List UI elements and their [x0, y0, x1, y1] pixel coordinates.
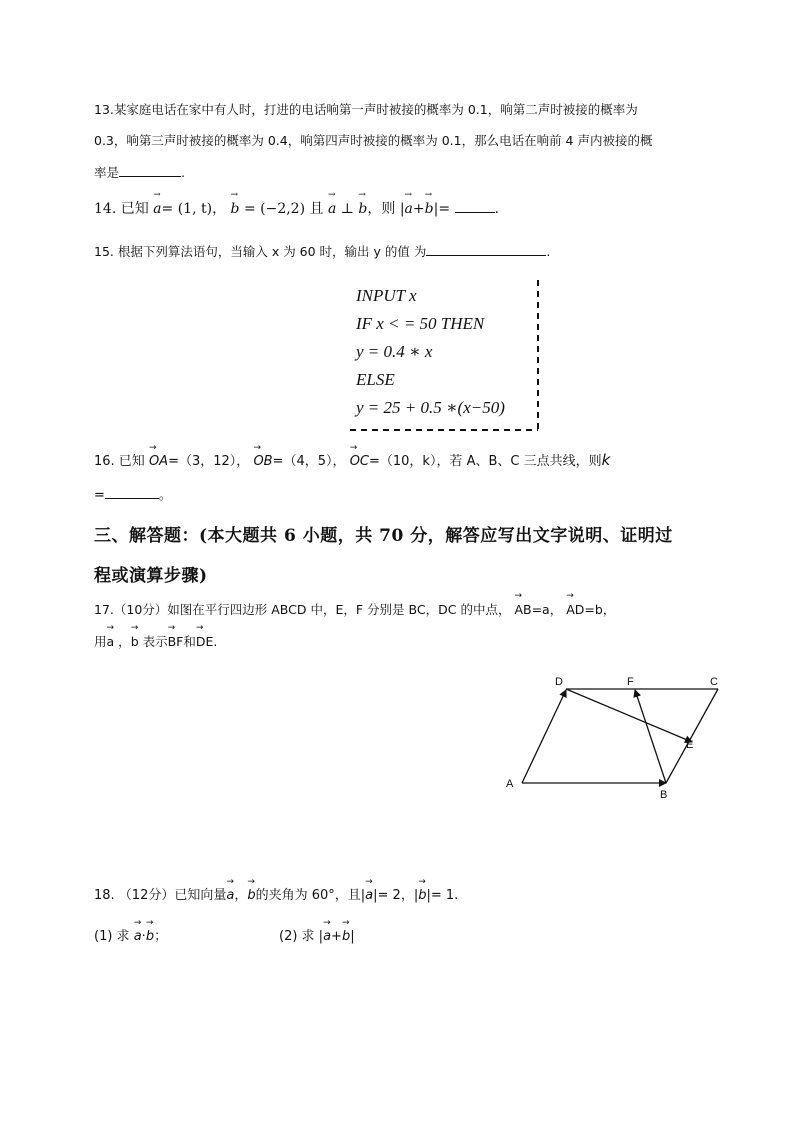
- q13-answer-blank: [119, 164, 181, 177]
- q14-b-eq: = (−2,2): [243, 201, 306, 217]
- q16-oa-val: =（3，12），: [168, 454, 250, 469]
- q13-line2: 0.3，响第三声时被接的概率为 0.4，响第四声时被接的概率为 0.1，那么电话在响前 4 声内被接的概: [94, 133, 653, 148]
- vector-ad: → AD: [566, 602, 584, 618]
- code-line-1: INPUT x: [356, 286, 417, 305]
- q13-line1: 13.某家庭电话在家中有人时，打进的电话响第一声时被接的概率为 0.1，响第二声时被接的概率为: [94, 102, 638, 117]
- vector-a-2: → a: [328, 201, 336, 217]
- code-line-2: IF x < = 50 THEN: [356, 314, 485, 333]
- q14-abs-open: |: [399, 201, 405, 217]
- segment-bf: [635, 690, 666, 783]
- q14-line: 14. 已知 → a= (1, t)， → b = (−2,2) 且 → a ⊥ → b，则 |→ a+→ b|= .: [94, 200, 499, 217]
- q17-dot: .: [213, 634, 218, 649]
- q14-abs-close: |=: [433, 201, 451, 217]
- q17-eq-b: =b，: [584, 602, 616, 617]
- q18-prefix: 18. （12分）已知向量: [94, 888, 227, 903]
- q13-line3-text: 率是: [94, 165, 120, 180]
- q14-perp: ⊥: [340, 201, 354, 217]
- section3-heading-line1: 三、解答题：(本大题共 6 小题，共 70 分，解答应写出文字说明、证明过: [94, 526, 673, 546]
- q18-part1: [94, 929, 167, 945]
- q14-a-eq: = (1, t): [161, 201, 213, 217]
- q16-period: 。: [158, 488, 172, 503]
- q17-and: 和: [183, 634, 196, 649]
- q14-and: 且: [309, 201, 324, 217]
- q17-express: 表示: [138, 634, 168, 649]
- label-d: D: [555, 676, 563, 688]
- vector-a-q17: → a: [107, 634, 115, 650]
- vector-b-3: → b: [425, 201, 434, 217]
- vector-a: → a: [153, 201, 161, 217]
- vector-a-q18: → a: [226, 888, 234, 904]
- q13-line3: 率是 .: [94, 165, 185, 180]
- q14-plus: +: [412, 201, 425, 217]
- q18-b-mag: |= 1.: [426, 888, 459, 903]
- vector-oa: → OA: [149, 454, 168, 470]
- q15-text: 15. 根据下列算法语句，当输入 x 为 60 时，输出 y 的值 为: [94, 244, 427, 259]
- q18-close: |: [350, 929, 355, 944]
- q17-use: 用: [94, 634, 107, 649]
- q16-line2: [94, 486, 172, 504]
- algorithm-box: [348, 278, 540, 431]
- vector-bf: → BF: [168, 634, 184, 650]
- label-c: C: [710, 676, 718, 688]
- label-a: A: [506, 778, 514, 790]
- label-f: F: [627, 676, 634, 688]
- q16-prefix: 16. 已知: [94, 454, 145, 469]
- q18-comma: ，: [234, 888, 248, 903]
- code-line-5: y = 25 + 0.5 ∗(x−50): [356, 398, 505, 417]
- vector-b-part2: → b: [342, 929, 350, 945]
- vector-a-part1: → a: [134, 929, 142, 945]
- vector-b-2: → b: [358, 201, 367, 217]
- q18-part2: [279, 929, 355, 945]
- vector-a-q18-mag: → a: [365, 888, 373, 904]
- vector-b-q18: → b: [247, 888, 255, 904]
- code-line-3: y = 0.4 ∗ x: [356, 342, 433, 361]
- vector-ab: → AB: [514, 602, 531, 618]
- q16-oc-val: =（10，k），若 A、B、C 三点共线，则: [369, 454, 602, 469]
- q18-plus: +: [331, 929, 342, 944]
- q17-eq-a: =a，: [531, 602, 563, 617]
- vector-b-q17: → b: [131, 634, 139, 650]
- vector-b-q18-mag: → b: [418, 888, 426, 904]
- q18-line1: [94, 888, 458, 904]
- edge-ad: [522, 690, 566, 783]
- segment-de: [566, 689, 692, 742]
- vector-a-3: → a: [405, 201, 413, 217]
- q15-line: 15. 根据下列算法语句，当输入 x 为 60 时，输出 y 的值 为 .: [94, 244, 551, 259]
- q18-semi: ；: [154, 929, 168, 944]
- q14-prefix: 14. 已知: [94, 201, 149, 217]
- parallelogram-figure: [500, 672, 732, 802]
- label-e: E: [686, 739, 694, 751]
- q18-part2-label: (2) 求 |: [279, 929, 324, 944]
- vector-b-part1: → b: [146, 929, 154, 945]
- label-b: B: [660, 789, 668, 801]
- q18-angle: 的夹角为 60°，且|: [255, 888, 366, 903]
- vector-ob: → OB: [253, 454, 272, 470]
- q17-text: 17.（10分）如图在平行四边形 ABCD 中，E，F 分别是 BC，DC 的中点，: [94, 602, 511, 617]
- code-line-4: ELSE: [356, 370, 395, 389]
- q16-k: k: [601, 451, 611, 469]
- q18-dot: ·: [141, 929, 146, 944]
- q14-then: ，则: [367, 201, 396, 217]
- q15-answer-blank: [426, 243, 546, 256]
- q14-answer-blank: [455, 200, 495, 213]
- section3-heading-line2: 程或演算步骤): [94, 566, 208, 586]
- q16-ob-val: =（4，5），: [272, 454, 346, 469]
- q16-answer-blank: [105, 486, 159, 499]
- q17-line1: [94, 602, 615, 618]
- q16-eq: =: [94, 488, 105, 503]
- vector-de: → DE: [196, 634, 214, 650]
- vector-oc: → OC: [350, 454, 369, 470]
- q17-line2: [94, 634, 217, 650]
- q18-part1-label: (1) 求: [94, 929, 130, 944]
- q18-a-mag: |= 2，|: [373, 888, 419, 903]
- q16-line1: [94, 452, 610, 470]
- vector-b: → b: [231, 201, 240, 217]
- q17-comma: ，: [118, 634, 131, 649]
- edge-cb: [666, 689, 718, 783]
- vector-a-part2: → a: [323, 929, 331, 945]
